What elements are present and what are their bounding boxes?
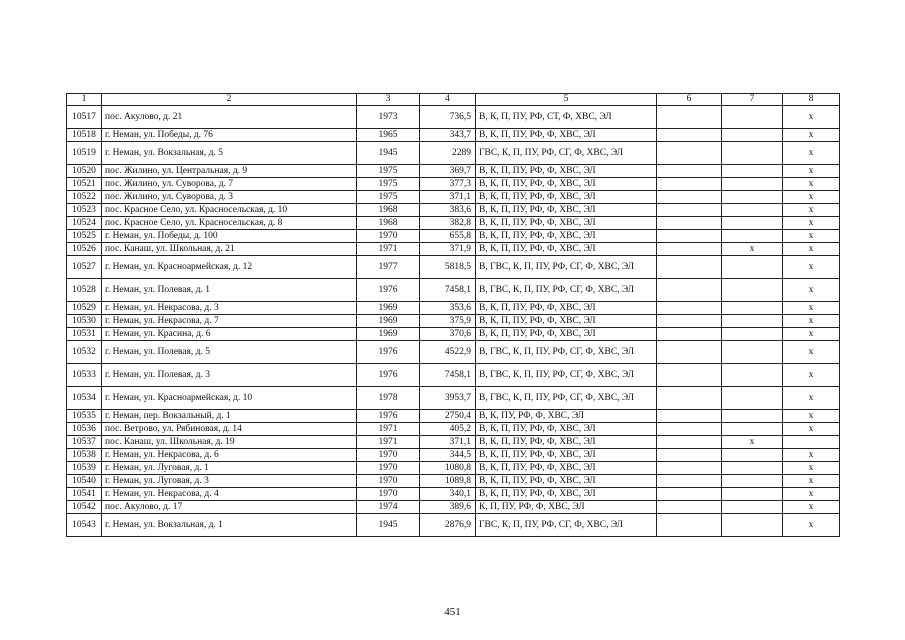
header-cell: 1 — [67, 94, 102, 106]
column6-cell — [657, 106, 722, 129]
row-number-cell: 10519 — [67, 142, 102, 165]
table-row — [67, 462, 840, 475]
row-number-cell: 10543 — [67, 514, 102, 537]
area-cell: 369,7 — [420, 165, 476, 178]
address-cell: г. Неман, пер. Вокзальный, д. 1 — [102, 410, 357, 423]
address-cell: пос. Жилино, ул. Суворова, д. 7 — [102, 178, 357, 191]
row-number-cell: 10528 — [67, 279, 102, 302]
column6-cell — [657, 165, 722, 178]
column7-cell — [722, 341, 783, 364]
column7-cell — [722, 217, 783, 230]
column8-cell: х — [783, 204, 840, 217]
table-row — [67, 410, 840, 423]
area-cell: 736,5 — [420, 106, 476, 129]
services-cell: В, ГВС, К, П, ПУ, РФ, СГ, Ф, ХВС, ЭЛ — [476, 387, 657, 410]
year-cell: 1945 — [357, 142, 420, 165]
services-cell: В, К, ПУ, РФ, Ф, ХВС, ЭЛ — [476, 410, 657, 423]
column8-cell: х — [783, 462, 840, 475]
column8-cell: х — [783, 423, 840, 436]
column8-cell: х — [783, 341, 840, 364]
header-cell: 4 — [420, 94, 476, 106]
row-number-cell: 10521 — [67, 178, 102, 191]
column7-cell — [722, 364, 783, 387]
column8-cell: х — [783, 364, 840, 387]
column8-cell: х — [783, 217, 840, 230]
column6-cell — [657, 364, 722, 387]
column7-cell — [722, 178, 783, 191]
row-number-cell: 10527 — [67, 256, 102, 279]
table-row — [67, 243, 840, 256]
year-cell: 1969 — [357, 315, 420, 328]
column8-cell: х — [783, 514, 840, 537]
column8-cell: х — [783, 501, 840, 514]
column8-cell: х — [783, 191, 840, 204]
column6-cell — [657, 514, 722, 537]
area-cell: 3953,7 — [420, 387, 476, 410]
area-cell: 371,1 — [420, 436, 476, 449]
year-cell: 1975 — [357, 165, 420, 178]
address-cell: пос. Акулово, д. 21 — [102, 106, 357, 129]
column6-cell — [657, 243, 722, 256]
table-row — [67, 423, 840, 436]
year-cell: 1974 — [357, 501, 420, 514]
year-cell: 1976 — [357, 279, 420, 302]
column7-cell: х — [722, 436, 783, 449]
services-cell: ГВС, К, П, ПУ, РФ, СГ, Ф, ХВС, ЭЛ — [476, 142, 657, 165]
address-cell: г. Неман, ул. Полевая, д. 3 — [102, 364, 357, 387]
column6-cell — [657, 449, 722, 462]
address-cell: г. Неман, ул. Некрасова, д. 6 — [102, 449, 357, 462]
address-cell: пос. Красное Село, ул. Красносельская, д. 8 — [102, 217, 357, 230]
table-row — [67, 475, 840, 488]
services-cell: В, К, П, ПУ, РФ, Ф, ХВС, ЭЛ — [476, 315, 657, 328]
column7-cell — [722, 302, 783, 315]
year-cell: 1971 — [357, 243, 420, 256]
column8-cell: х — [783, 129, 840, 142]
column7-cell — [722, 204, 783, 217]
column6-cell — [657, 279, 722, 302]
address-cell: г. Неман, ул. Полевая, д. 5 — [102, 341, 357, 364]
table-row — [67, 165, 840, 178]
column6-cell — [657, 341, 722, 364]
year-cell: 1977 — [357, 256, 420, 279]
column7-cell — [722, 475, 783, 488]
services-cell: В, К, П, ПУ, РФ, Ф, ХВС, ЭЛ — [476, 204, 657, 217]
table-row — [67, 449, 840, 462]
column7-cell — [722, 514, 783, 537]
column6-cell — [657, 328, 722, 341]
address-cell: г. Неман, ул. Полевая, д. 1 — [102, 279, 357, 302]
column6-cell — [657, 475, 722, 488]
year-cell: 1978 — [357, 387, 420, 410]
year-cell: 1976 — [357, 341, 420, 364]
column8-cell: х — [783, 142, 840, 165]
column7-cell — [722, 449, 783, 462]
table-row — [67, 501, 840, 514]
year-cell: 1969 — [357, 328, 420, 341]
row-number-cell: 10538 — [67, 449, 102, 462]
table-row — [67, 142, 840, 165]
address-cell: пос. Жилино, ул. Суворова, д. 3 — [102, 191, 357, 204]
column8-cell: х — [783, 328, 840, 341]
area-cell: 370,6 — [420, 328, 476, 341]
address-cell: г. Неман, ул. Победы, д. 76 — [102, 129, 357, 142]
column6-cell — [657, 488, 722, 501]
area-cell: 7458,1 — [420, 279, 476, 302]
services-cell: В, ГВС, К, П, ПУ, РФ, СГ, Ф, ХВС, ЭЛ — [476, 364, 657, 387]
column7-cell — [722, 191, 783, 204]
row-number-cell: 10533 — [67, 364, 102, 387]
column6-cell — [657, 129, 722, 142]
column8-cell: х — [783, 256, 840, 279]
table-row — [67, 364, 840, 387]
column7-cell — [722, 256, 783, 279]
column8-cell: х — [783, 475, 840, 488]
services-cell: В, К, П, ПУ, РФ, Ф, ХВС, ЭЛ — [476, 230, 657, 243]
services-cell: ГВС, К, П, ПУ, РФ, СГ, Ф, ХВС, ЭЛ — [476, 514, 657, 537]
address-cell: г. Неман, ул. Красина, д. 6 — [102, 328, 357, 341]
services-cell: В, ГВС, К, П, ПУ, РФ, СГ, Ф, ХВС, ЭЛ — [476, 279, 657, 302]
table-row — [67, 204, 840, 217]
address-cell: пос. Жилино, ул. Центральная, д. 9 — [102, 165, 357, 178]
column8-cell: х — [783, 410, 840, 423]
area-cell: 375,9 — [420, 315, 476, 328]
column8-cell: х — [783, 302, 840, 315]
column8-cell: х — [783, 315, 840, 328]
row-number-cell: 10526 — [67, 243, 102, 256]
area-cell: 382,8 — [420, 217, 476, 230]
header-cell: 6 — [657, 94, 722, 106]
column8-cell: х — [783, 488, 840, 501]
year-cell: 1945 — [357, 514, 420, 537]
services-cell: В, К, П, ПУ, РФ, Ф, ХВС, ЭЛ — [476, 436, 657, 449]
area-cell: 340,1 — [420, 488, 476, 501]
header-cell: 7 — [722, 94, 783, 106]
table-row — [67, 279, 840, 302]
year-cell: 1968 — [357, 217, 420, 230]
header-cell: 8 — [783, 94, 840, 106]
services-cell: В, К, П, ПУ, РФ, Ф, ХВС, ЭЛ — [476, 449, 657, 462]
year-cell: 1971 — [357, 436, 420, 449]
column7-cell — [722, 462, 783, 475]
column7-cell — [722, 501, 783, 514]
area-cell: 2289 — [420, 142, 476, 165]
year-cell: 1976 — [357, 364, 420, 387]
column7-cell — [722, 387, 783, 410]
services-cell: В, К, П, ПУ, РФ, Ф, ХВС, ЭЛ — [476, 462, 657, 475]
area-cell: 343,7 — [420, 129, 476, 142]
area-cell: 383,6 — [420, 204, 476, 217]
column7-cell — [722, 410, 783, 423]
column6-cell — [657, 230, 722, 243]
area-cell: 4522,9 — [420, 341, 476, 364]
address-cell: пос. Ветрово, ул. Рябиновая, д. 14 — [102, 423, 357, 436]
table-row — [67, 488, 840, 501]
table-row — [67, 129, 840, 142]
row-number-cell: 10524 — [67, 217, 102, 230]
services-cell: В, К, П, ПУ, РФ, Ф, ХВС, ЭЛ — [476, 488, 657, 501]
services-cell: В, К, П, ПУ, РФ, Ф, ХВС, ЭЛ — [476, 328, 657, 341]
year-cell: 1969 — [357, 302, 420, 315]
row-number-cell: 10520 — [67, 165, 102, 178]
services-cell: В, К, П, ПУ, РФ, Ф, ХВС, ЭЛ — [476, 165, 657, 178]
services-cell: В, К, П, ПУ, РФ, Ф, ХВС, ЭЛ — [476, 302, 657, 315]
year-cell: 1970 — [357, 488, 420, 501]
year-cell: 1975 — [357, 191, 420, 204]
column6-cell — [657, 423, 722, 436]
page-number: 451 — [444, 606, 461, 618]
column6-cell — [657, 217, 722, 230]
column6-cell — [657, 501, 722, 514]
year-cell: 1970 — [357, 230, 420, 243]
year-cell: 1965 — [357, 129, 420, 142]
header-cell: 5 — [476, 94, 657, 106]
address-cell: г. Неман, ул. Луговая, д. 3 — [102, 475, 357, 488]
table-row — [67, 256, 840, 279]
row-number-cell: 10522 — [67, 191, 102, 204]
address-cell: г. Неман, ул. Луговая, д. 1 — [102, 462, 357, 475]
row-number-cell: 10541 — [67, 488, 102, 501]
column6-cell — [657, 302, 722, 315]
column6-cell — [657, 178, 722, 191]
table-row — [67, 328, 840, 341]
row-number-cell: 10539 — [67, 462, 102, 475]
address-cell: пос. Акулово, д. 17 — [102, 501, 357, 514]
area-cell: 405,2 — [420, 423, 476, 436]
row-number-cell: 10542 — [67, 501, 102, 514]
year-cell: 1973 — [357, 106, 420, 129]
row-number-cell: 10518 — [67, 129, 102, 142]
header-row — [67, 94, 840, 106]
column7-cell — [722, 315, 783, 328]
address-cell: г. Неман, ул. Некрасова, д. 7 — [102, 315, 357, 328]
area-cell: 5818,5 — [420, 256, 476, 279]
column8-cell: х — [783, 230, 840, 243]
table-row — [67, 387, 840, 410]
row-number-cell: 10540 — [67, 475, 102, 488]
area-cell: 371,9 — [420, 243, 476, 256]
address-cell: г. Неман, ул. Победы, д. 100 — [102, 230, 357, 243]
column6-cell — [657, 315, 722, 328]
address-cell: пос. Канаш, ул. Школьная, д. 19 — [102, 436, 357, 449]
area-cell: 377,3 — [420, 178, 476, 191]
column8-cell: х — [783, 387, 840, 410]
row-number-cell: 10530 — [67, 315, 102, 328]
area-cell: 1089,8 — [420, 475, 476, 488]
address-cell: г. Неман, ул. Красноармейская, д. 12 — [102, 256, 357, 279]
address-cell: г. Неман, ул. Вокзальная, д. 1 — [102, 514, 357, 537]
table-row — [67, 302, 840, 315]
services-cell: В, К, П, ПУ, РФ, Ф, ХВС, ЭЛ — [476, 475, 657, 488]
row-number-cell: 10531 — [67, 328, 102, 341]
column7-cell — [722, 142, 783, 165]
area-cell: 344,5 — [420, 449, 476, 462]
services-cell: В, ГВС, К, П, ПУ, РФ, СГ, Ф, ХВС, ЭЛ — [476, 256, 657, 279]
area-cell: 353,6 — [420, 302, 476, 315]
row-number-cell: 10517 — [67, 106, 102, 129]
column7-cell — [722, 106, 783, 129]
column8-cell: х — [783, 178, 840, 191]
address-cell: пос. Канаш, ул. Школьная, д. 21 — [102, 243, 357, 256]
year-cell: 1975 — [357, 178, 420, 191]
year-cell: 1976 — [357, 410, 420, 423]
year-cell: 1970 — [357, 462, 420, 475]
address-cell: пос. Красное Село, ул. Красносельская, д. 10 — [102, 204, 357, 217]
area-cell: 371,1 — [420, 191, 476, 204]
services-cell: В, К, П, ПУ, РФ, Ф, ХВС, ЭЛ — [476, 423, 657, 436]
column8-cell: х — [783, 449, 840, 462]
column7-cell — [722, 129, 783, 142]
column7-cell — [722, 230, 783, 243]
column6-cell — [657, 256, 722, 279]
column8-cell: х — [783, 279, 840, 302]
services-cell: В, К, П, ПУ, РФ, Ф, ХВС, ЭЛ — [476, 178, 657, 191]
address-cell: г. Неман, ул. Некрасова, д. 3 — [102, 302, 357, 315]
column7-cell: х — [722, 243, 783, 256]
table-row — [67, 514, 840, 537]
row-number-cell: 10534 — [67, 387, 102, 410]
year-cell: 1970 — [357, 449, 420, 462]
year-cell: 1970 — [357, 475, 420, 488]
area-cell: 655,8 — [420, 230, 476, 243]
column6-cell — [657, 191, 722, 204]
column6-cell — [657, 436, 722, 449]
row-number-cell: 10536 — [67, 423, 102, 436]
area-cell: 1080,8 — [420, 462, 476, 475]
table-body — [67, 106, 840, 537]
column7-cell — [722, 279, 783, 302]
column6-cell — [657, 387, 722, 410]
table-row — [67, 106, 840, 129]
column8-cell — [783, 436, 840, 449]
row-number-cell: 10529 — [67, 302, 102, 315]
header-cell: 3 — [357, 94, 420, 106]
row-number-cell: 10535 — [67, 410, 102, 423]
row-number-cell: 10532 — [67, 341, 102, 364]
column6-cell — [657, 462, 722, 475]
table-row — [67, 315, 840, 328]
year-cell: 1968 — [357, 204, 420, 217]
row-number-cell: 10537 — [67, 436, 102, 449]
services-cell: К, П, ПУ, РФ, Ф, ХВС, ЭЛ — [476, 501, 657, 514]
header-cell: 2 — [102, 94, 357, 106]
column7-cell — [722, 488, 783, 501]
column7-cell — [722, 165, 783, 178]
table-row — [67, 178, 840, 191]
column7-cell — [722, 328, 783, 341]
address-cell: г. Неман, ул. Вокзальная, д. 5 — [102, 142, 357, 165]
year-cell: 1971 — [357, 423, 420, 436]
services-cell: В, К, П, ПУ, РФ, Ф, ХВС, ЭЛ — [476, 243, 657, 256]
area-cell: 2876,9 — [420, 514, 476, 537]
services-cell: В, К, П, ПУ, РФ, Ф, ХВС, ЭЛ — [476, 217, 657, 230]
column6-cell — [657, 142, 722, 165]
area-cell: 389,6 — [420, 501, 476, 514]
services-cell: В, К, П, ПУ, РФ, Ф, ХВС, ЭЛ — [476, 129, 657, 142]
services-cell: В, К, П, ПУ, РФ, Ф, ХВС, ЭЛ — [476, 191, 657, 204]
table-row — [67, 230, 840, 243]
services-cell: В, К, П, ПУ, РФ, СТ, Ф, ХВС, ЭЛ — [476, 106, 657, 129]
area-cell: 2750,4 — [420, 410, 476, 423]
table-row — [67, 436, 840, 449]
column8-cell: х — [783, 106, 840, 129]
row-number-cell: 10523 — [67, 204, 102, 217]
address-cell: г. Неман, ул. Некрасова, д. 4 — [102, 488, 357, 501]
housing-registry-table — [66, 93, 840, 537]
table-row — [67, 217, 840, 230]
column6-cell — [657, 410, 722, 423]
row-number-cell: 10525 — [67, 230, 102, 243]
table-row — [67, 341, 840, 364]
table-row — [67, 191, 840, 204]
address-cell: г. Неман, ул. Красноармейская, д. 10 — [102, 387, 357, 410]
document-table-container — [66, 93, 840, 537]
column8-cell: х — [783, 243, 840, 256]
column8-cell: х — [783, 165, 840, 178]
column7-cell — [722, 423, 783, 436]
column6-cell — [657, 204, 722, 217]
services-cell: В, ГВС, К, П, ПУ, РФ, СГ, Ф, ХВС, ЭЛ — [476, 341, 657, 364]
area-cell: 7458,1 — [420, 364, 476, 387]
